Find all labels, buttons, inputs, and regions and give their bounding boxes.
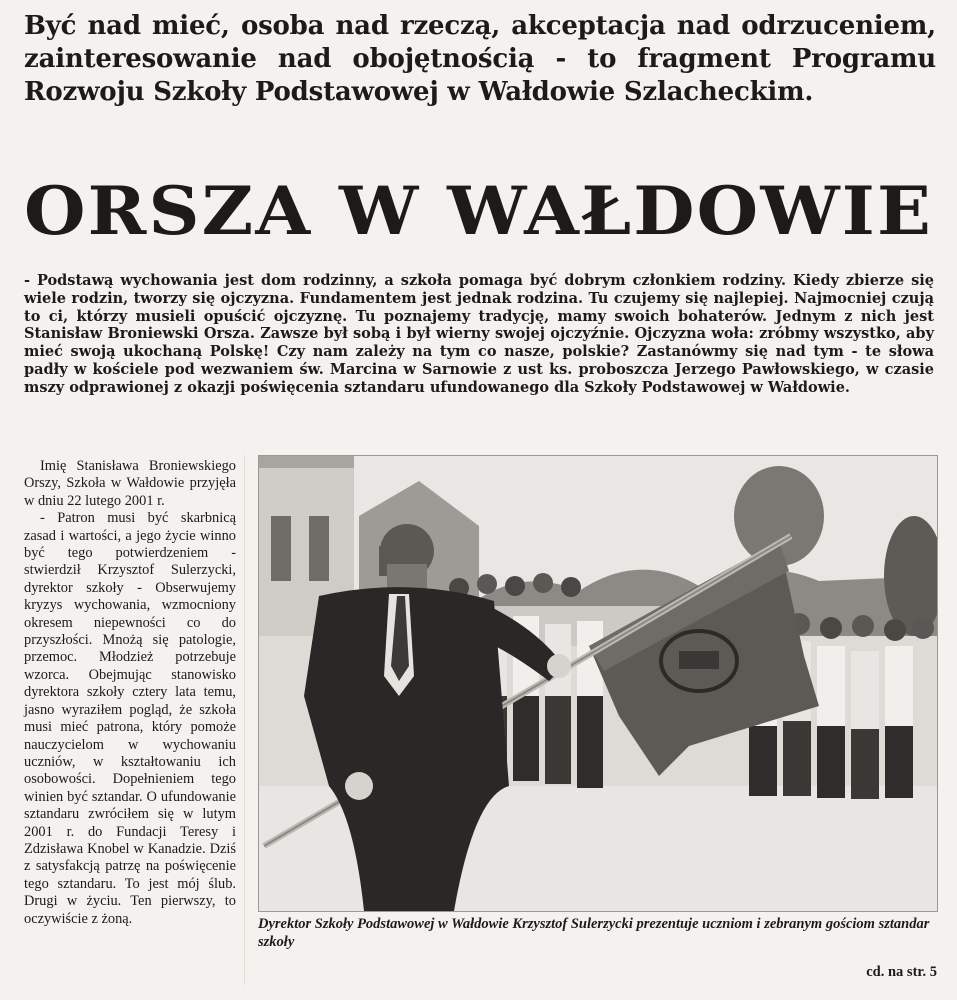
body-paragraph-2: - Patron musi być skarbnicą zasad i wartości, a jego życie winno być tego potwierdzeniem - stwierdził Krzysztof Sulerzycki, dyrektor szkoły - Obserwujemy kryzys wychowania, wzmocniony okresem niepewności co do przyszłości. Mnożą się patologie, przemoc. Młodzież potrzebuje wzorca. Obejmując stanowisko dyrektora szkoły cztery lata temu, jasno wyraziłem pogląd, że szkoła musi mieć patrona, który pomoże nauczycielom w wychowaniu uczniów, w kształtowaniu ich osobowości. Dopełnieniem tego winien być sztandar. O ufundowanie sztandaru zwróciłem się w lutym 2001 r. do Fundacji Teresy i Zdzisława Knobel w Kanadzie. Dziś z satysfakcją patrzę na poświęcenie tego sztandaru. To jest mój ślub. Drugi w życiu. Ten pierwszy, to oczywiście z żoną. xyxy=(24,510,236,927)
body-paragraph-1: Imię Stanisława Broniewskiego Orszy, Szkoła w Wałdowie przyjęła w dniu 22 lutego 2001 r. xyxy=(24,458,236,509)
article-headline: ORSZA W WAŁDOWIE xyxy=(24,172,933,250)
column-divider xyxy=(244,455,245,985)
photo-caption: Dyrektor Szkoły Podstawowej w Wałdowie Krzysztof Sulerzycki prezentuje uczniom i zebranym gościom sztandar szkoły xyxy=(258,916,930,950)
continuation-note: cd. na str. 5 xyxy=(866,964,937,980)
article-lead: Być nad mieć, osoba nad rzeczą, akceptacja nad odrzuceniem, zainteresowanie nad obojętnością - to fragment Programu Rozwoju Szkoły Podstawowej w Wałdowie Szlacheckim. xyxy=(24,11,936,107)
article-photo xyxy=(258,455,938,912)
article-body-column xyxy=(24,458,236,928)
article-intro: - Podstawą wychowania jest dom rodzinny, a szkoła pomaga być dobrym członkiem rodziny. Kiedy zbierze się wiele rodzin, tworzy się ojczyzna. Fundamentem jest jednak rodzina. Tu czujemy się najlepiej. Najmocniej czują to ci, którzy musieli opuścić ojczyznę. Tu poznajemy tradycję, mamy swoich bohaterów. Jednym z nich jest Stanisław Broniewski Orsza. Zawsze był sobą i był wierny swojej ojczyźnie. Ojczyzna woła: zróbmy wszystko, aby mieć swoją ukochaną Polskę! Czy nam zależy na tym co nasze, polskie? Zastanówmy się nad tym - te słowa padły w kościele pod wezwaniem św. Marcina w Sarnowie z ust ks. proboszcza Jerzego Pawłowskiego, w czasie mszy odprawionej z okazji poświęcenia sztandaru ufundowanego dla Szkoły Podstawowej w Wałdowie. xyxy=(24,272,934,396)
